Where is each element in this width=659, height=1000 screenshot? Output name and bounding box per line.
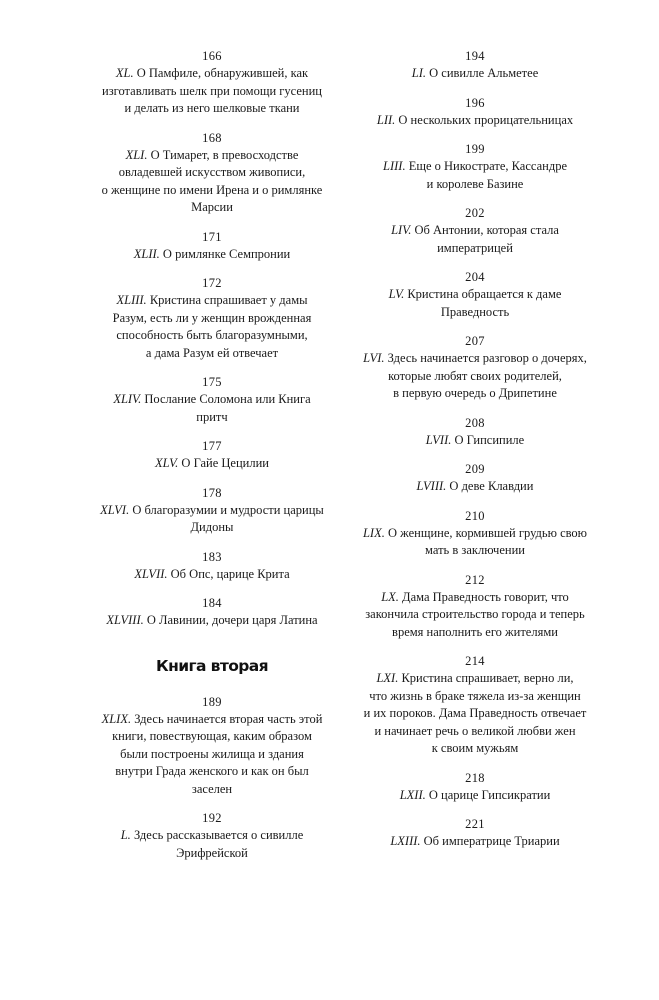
chapter-number: LIII. — [383, 159, 406, 173]
chapter-number: XLIX. — [101, 711, 132, 726]
chapter-number: XLVI. — [100, 502, 130, 517]
entry-title — [88, 246, 336, 264]
chapter-number: LIX. — [362, 525, 385, 540]
entry-title — [350, 222, 600, 257]
entry-line: О Гипсипиле — [454, 432, 525, 447]
page-number: 177 — [202, 439, 222, 453]
chapter-number: LXIII. — [390, 834, 421, 848]
entry-line: и делать из него шелковые ткани — [124, 101, 300, 115]
toc-entry — [88, 485, 336, 537]
page-number: 202 — [465, 206, 485, 220]
entry-line: Кристина спрашивает, верно ли, — [401, 671, 574, 685]
page-number: 183 — [202, 549, 222, 564]
chapter-number: LVII. — [425, 432, 452, 447]
toc-entry — [350, 95, 600, 130]
entry-line: Здесь начинается вторая часть этой — [134, 711, 323, 726]
left-entries-after — [88, 694, 336, 863]
toc-entry — [88, 130, 336, 217]
entry-title — [350, 158, 600, 193]
chapter-number: LII. — [376, 112, 396, 127]
toc-entry — [350, 461, 600, 496]
entry-title — [88, 292, 336, 362]
entry-line: время наполнить его жителями — [392, 624, 558, 639]
entry-line: которые любят своих родителей, — [388, 368, 562, 383]
toc-entry — [350, 269, 600, 321]
entry-line: Кристина спрашивает у дамы — [149, 293, 308, 307]
toc-entry — [350, 816, 600, 851]
toc-entry — [350, 572, 600, 642]
toc-entry — [350, 415, 600, 450]
entry-line: книги, повествующая, каким образом — [112, 729, 312, 743]
chapter-number: XLIV. — [113, 392, 142, 406]
entry-title — [350, 112, 600, 130]
chapter-number: LI. — [411, 66, 426, 80]
page-number: 221 — [465, 817, 485, 831]
page-number: 192 — [202, 811, 222, 825]
entry-line: императрицей — [437, 240, 513, 255]
chapter-number: LXII. — [399, 787, 426, 802]
entry-line: способность быть благоразумными, — [116, 328, 308, 342]
entry-line: Об Опс, царице Крита — [170, 566, 290, 581]
page-number: 196 — [465, 95, 485, 110]
toc-entry — [88, 229, 336, 264]
entry-line: что жизнь в браке тяжела из-за женщин — [369, 688, 581, 703]
toc-entry — [88, 48, 336, 118]
entry-line: заселен — [191, 781, 233, 796]
page-number: 194 — [465, 49, 485, 63]
entry-title — [350, 787, 600, 805]
entry-line: Дидоны — [190, 520, 234, 534]
toc-entry — [350, 653, 600, 758]
toc-entry — [88, 374, 336, 426]
page-number: 166 — [202, 49, 222, 63]
entry-line: О Памфиле, обнаружившей, как — [136, 66, 309, 80]
chapter-number: XLVIII. — [106, 613, 144, 627]
chapter-number: XL. — [115, 66, 134, 80]
toc-entry — [88, 549, 336, 584]
entry-line: Об Антонии, которая стала — [414, 223, 559, 237]
entry-line: О женщине, кормившей грудью свою — [387, 525, 588, 540]
entry-line: О нескольких прорицательницах — [398, 112, 574, 127]
entry-title — [88, 455, 336, 473]
chapter-number: L. — [120, 828, 131, 842]
page-number: 184 — [202, 596, 222, 610]
entry-line: Послание Соломона или Книга — [144, 392, 311, 406]
page-number: 214 — [465, 654, 485, 668]
entry-line: а дама Разум ей отвечает — [145, 345, 279, 360]
chapter-number: LX. — [381, 589, 399, 604]
right-column — [350, 48, 600, 863]
page-number: 218 — [465, 770, 485, 785]
entry-line: внутри Града женского и как он был — [115, 764, 309, 778]
entry-line: были построены жилища и здания — [120, 746, 304, 761]
entry-title — [350, 670, 600, 758]
right-entries — [350, 48, 600, 851]
toc-entry — [350, 48, 600, 83]
entry-title — [350, 286, 600, 321]
entry-title — [350, 65, 600, 83]
entry-line: мать в заключении — [425, 543, 525, 557]
entry-line: Кристина обращается к даме — [407, 287, 562, 301]
entry-line: Здесь начинается разговор о дочерях, — [387, 351, 587, 365]
entry-title — [88, 391, 336, 426]
entry-line: к своим мужьям — [431, 741, 519, 755]
entry-line: и их пороков. Дама Праведность отвечает — [363, 706, 587, 720]
entry-line: О римлянке Семпронии — [162, 246, 291, 261]
entry-line: Разум, есть ли у женщин врожденная — [112, 310, 312, 325]
toc-entry — [350, 205, 600, 257]
page-number: 168 — [202, 130, 222, 145]
entry-line: О благоразумии и мудрости царицы — [132, 502, 324, 517]
entry-title — [350, 833, 600, 851]
entry-line: О царице Гипсикратии — [428, 787, 551, 802]
chapter-number: LVIII. — [416, 479, 447, 493]
chapter-number: LV. — [388, 287, 405, 301]
entry-title — [88, 827, 336, 862]
entry-line: о женщине по имени Ирена и о римлянке — [101, 182, 323, 197]
page-number: 175 — [202, 375, 222, 389]
entry-line: О сивилле Альметее — [429, 66, 539, 80]
entry-title — [88, 711, 336, 799]
entry-line: Еще о Никострате, Кассандре — [408, 159, 567, 173]
entry-line: изготавливать шелк при помощи гусениц — [102, 83, 322, 98]
toc-entry — [350, 508, 600, 560]
section-heading: Книга вторая — [156, 656, 268, 675]
entry-line: в первую очередь о Дрипетине — [393, 386, 557, 400]
entry-line: Эрифрейской — [176, 845, 248, 860]
entry-line: О Гайе Цецилии — [181, 456, 269, 470]
entry-title — [350, 350, 600, 403]
entry-title — [350, 432, 600, 450]
entry-line: Дама Праведность говорит, что — [402, 589, 569, 604]
toc-entry — [88, 595, 336, 630]
page-number: 171 — [202, 229, 222, 244]
entry-title — [350, 525, 600, 560]
entry-title — [88, 612, 336, 630]
entry-line: и королеве Базине — [426, 176, 524, 191]
entry-title — [350, 589, 600, 642]
page-number: 209 — [465, 462, 485, 476]
page-number: 189 — [202, 694, 222, 709]
entry-line: О Лавинии, дочери царя Латина — [146, 613, 318, 627]
entry-line: притч — [196, 409, 228, 424]
entry-line: Здесь рассказывается о сивилле — [133, 828, 304, 842]
entry-line: О Тимарет, в превосходстве — [150, 147, 299, 162]
entry-line: и начинает речь о великой любви жен — [374, 723, 576, 738]
toc-entry — [350, 770, 600, 805]
entry-title — [350, 478, 600, 496]
entry-line: Об императрице Триарии — [423, 834, 560, 848]
page-number: 212 — [465, 572, 485, 587]
entry-title — [88, 147, 336, 217]
chapter-number: XLIII. — [116, 293, 147, 307]
toc-entry — [88, 275, 336, 362]
toc-entry — [88, 438, 336, 473]
chapter-number: LIV. — [391, 223, 412, 237]
entry-line: закончила строительство города и теперь — [365, 607, 585, 621]
chapter-number: XLI. — [125, 147, 148, 162]
entry-line: О деве Клавдии — [449, 479, 534, 493]
page-number: 199 — [465, 142, 485, 156]
page-number: 210 — [465, 508, 485, 523]
entry-line: овладевшей искусством живописи, — [118, 165, 306, 179]
entry-line: Марсии — [191, 200, 233, 214]
toc-entry — [88, 694, 336, 799]
entry-line: Праведность — [440, 304, 510, 319]
chapter-number: XLVII. — [134, 566, 168, 581]
page-number: 208 — [465, 415, 485, 430]
chapter-number: LVI. — [363, 351, 385, 365]
toc-entry — [350, 333, 600, 403]
chapter-number: XLV. — [155, 456, 179, 470]
toc-entry — [350, 141, 600, 193]
page-number: 178 — [202, 485, 222, 500]
entry-title — [88, 65, 336, 118]
entry-title — [88, 502, 336, 537]
page-number: 207 — [465, 334, 485, 348]
entry-title — [88, 566, 336, 584]
page-number: 172 — [202, 276, 222, 290]
chapter-number: LXI. — [376, 671, 399, 685]
chapter-number: XLII. — [133, 246, 160, 261]
left-column — [88, 48, 336, 874]
toc-entry — [88, 810, 336, 862]
left-entries-before — [88, 48, 336, 630]
page-number: 204 — [465, 270, 485, 284]
